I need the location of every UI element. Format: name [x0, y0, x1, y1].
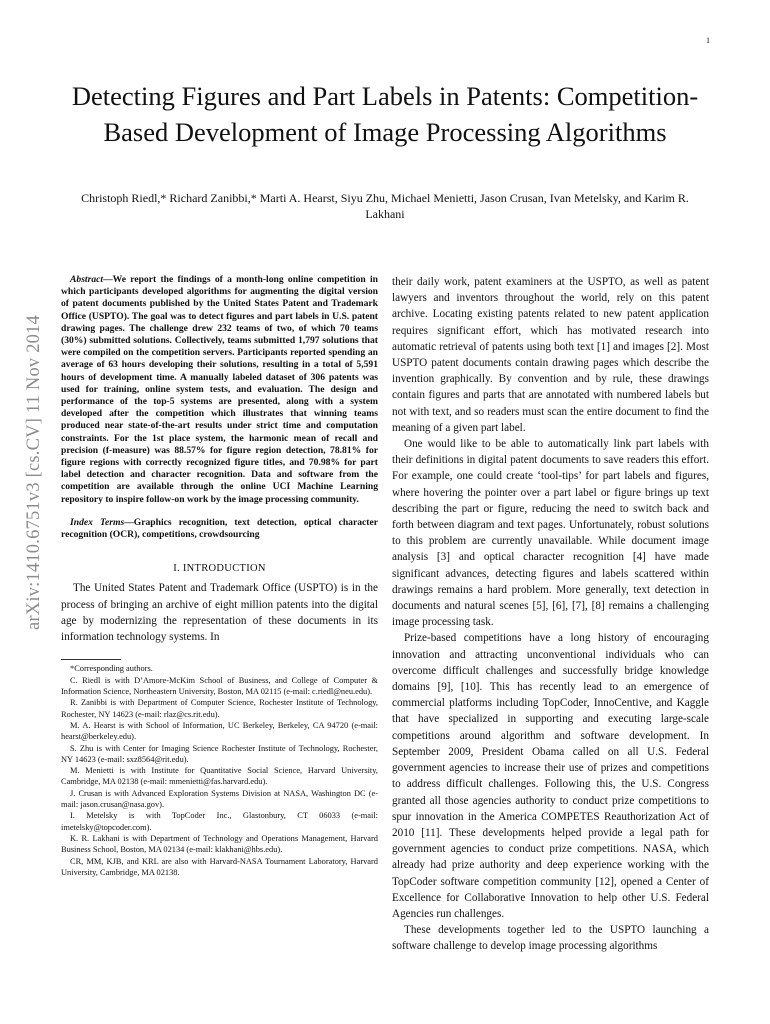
- footnote: M. Menietti is with Institute for Quantitative Social Science, Harvard University, Cambridge, MA 02138 (e-mail: mmenietti@fas.harvard.edu).: [61, 766, 378, 787]
- arxiv-side-stamp: [17, 272, 53, 672]
- page-number: 1: [706, 36, 710, 45]
- footnote: M. A. Hearst is with School of Information, UC Berkeley, Berkeley, CA 94720 (e-mail: hearst@berkeley.edu).: [61, 720, 378, 742]
- section-heading-introduction: I. INTRODUCTION: [173, 563, 266, 575]
- footnote: *Corresponding authors.: [70, 664, 153, 674]
- right-column: [392, 274, 709, 955]
- left-column: [61, 274, 378, 878]
- footnote: R. Zanibbi is with Department of Computer Science, Rochester Institute of Technology, Rochester, NY 14623 (e-mail: rlaz@cs.rit.edu).: [61, 698, 378, 719]
- abstract: [61, 274, 378, 506]
- body-paragraph: These developments together led to the USPTO launching a software challenge to develop image processing algorithms: [392, 924, 709, 953]
- author-list: Christoph Riedl,* Richard Zanibbi,* Marti A. Hearst, Siyu Zhu, Michael Menietti, Jason Crusan, Ivan Metelsky, and Karim R. Lakhani: [81, 191, 689, 221]
- footnote: CR, MM, KJB, and KRL are also with Harvard-NASA Tournament Laboratory, Harvard University, Cambridge, MA 02138.: [61, 856, 378, 877]
- abstract-text: —We report the findings of a month-long online competition in which participants developed algorithms for augmenting the digital version of patent documents published by the United States Patent and Trademark Office (USPTO). The goal was to detect figures and part labels in U.S. patent drawing pages. The challenge drew 232 teams of two, of which 70 teams (30%) submitted solutions. Collectively, teams submitted 1,797 solutions that were compiled on the competition servers. Participants reported spending an average of 63 hours developing their solutions, resulting in a total of 5,591 hours of development time. A manually labeled dataset of 306 patents was used for training, online system tests, and evaluation. The design and performance of the top-5 systems are presented, along with a system developed after the competition which illustrates that winning teams produced near state-of-the-art results under strict time and computation constraints. For the 1st place system, the harmonic mean of recall and precision (f-measure) was 88.57% for figure region detection, 78.81% for figure regions with correctly recognized figure titles, and 70.98% for part label detection and character recognition. Data and software from the competition are available through the online UCI Machine Learning repository to inspire follow-on work by the image processing community.: [61, 274, 378, 505]
- footnote-rule: [61, 659, 121, 660]
- paper-title: Detecting Figures and Part Labels in Patents: Competition-Based Development of Image Processing Algorithms: [71, 81, 699, 147]
- abstract-label: Abstract: [70, 274, 104, 285]
- index-terms-text: —Graphics recognition, text detection, optical character recognition (OCR), competitions, crowdsourcing: [61, 516, 378, 541]
- intro-paragraph-left: The United States Patent and Trademark Office (USPTO) is in the process of bringing an archive of eight million patents into the digital age by modernizing the representation of these documents in its information technology systems. In: [61, 582, 378, 644]
- body-paragraph: Prize-based competitions have a long history of encouraging innovation and attracting unconventional individuals who can overcome difficult challenges and successfully bridge knowledge domains [9], [10]. This has recently lead to an emergence of commercial platforms including TopCoder, InnoCentive, and Kaggle that have specialized in supporting and executing large-scale competitions around algorithm and software development. In September 2009, President Obama called on all U.S. Federal government agencies to increase their use of prizes and competitions to address difficult challenges. Following this, the U.S. Congress granted all those agencies authority to conduct prize competitions to spur innovation in the America COMPETES Reauthorization Act of 2010 [11]. These developments helped provide a legal path for government agencies to conduct prize competitions. NASA, which already had prize authority and deep experience working with the TopCoder software competition community [12], opened a Center of Excellence for Collaborative Innovation to help other U.S. Federal Agencies run challenges.: [392, 632, 709, 920]
- footnotes: [61, 663, 378, 878]
- footnote: J. Crusan is with Advanced Exploration Systems Division at NASA, Washington DC (e-mail: jason.crusan@nasa.gov).: [61, 788, 378, 810]
- body-paragraph: their daily work, patent examiners at the USPTO, as well as patent lawyers and inventors throughout the world, rely on this patent archive. Locating existing patents related to new patent application requires significant effort, which has motivated research into automatic retrieval of patents using both text [1] and images [2]. Most USPTO patent documents contain drawing pages which describe the invention graphically. By convention and by rule, these drawings contain figures and parts that are annotated with numbered labels but not with text, and so readers must scan the entire document to find the meaning of a given part label.: [392, 276, 709, 434]
- arxiv-identifier: arXiv:1410.6751v3 [cs.CV] 11 Nov 2014: [24, 314, 45, 630]
- body-paragraph: One would like to be able to automatically link part labels with their definitions in digital patent documents to save readers this effort. For example, one could create ‘tool-tips’ for part labels and figures, where hovering the pointer over a part label or figure brings up text describing the part or figure, reducing the need to switch back and forth between diagram and text pages. Unfortunately, robust solutions to this problem are currently unavailable. While document image analysis [3] and optical character recognition [4] have made significant advances, detecting figures and labels scattered within drawings remains a hard problem. More generally, text detection in documents and natural scenes [5], [6], [7], [8] remains a challenging image processing task.: [392, 438, 709, 629]
- footnote: I. Metelsky is with TopCoder Inc., Glastonbury, CT 06033 (e-mail: imetelsky@topcoder.com).: [61, 811, 378, 832]
- footnote: C. Riedl is with D’Amore-McKim School of Business, and College of Computer & Information Science, Northeastern University, Boston, MA 02115 (e-mail: c.riedl@neu.edu).: [61, 675, 378, 697]
- footnote: S. Zhu is with Center for Imaging Science Rochester Institute of Technology, Rochester, NY 14623 (e-mail: sxz8564@rit.edu).: [61, 743, 378, 764]
- index-terms: [61, 517, 378, 541]
- index-terms-label: Index Terms: [70, 516, 125, 528]
- footnote: K. R. Lakhani is with Department of Technology and Operations Management, Harvard Business School, Boston, MA 02134 (e-mail: klakhani@hbs.edu).: [61, 833, 378, 855]
